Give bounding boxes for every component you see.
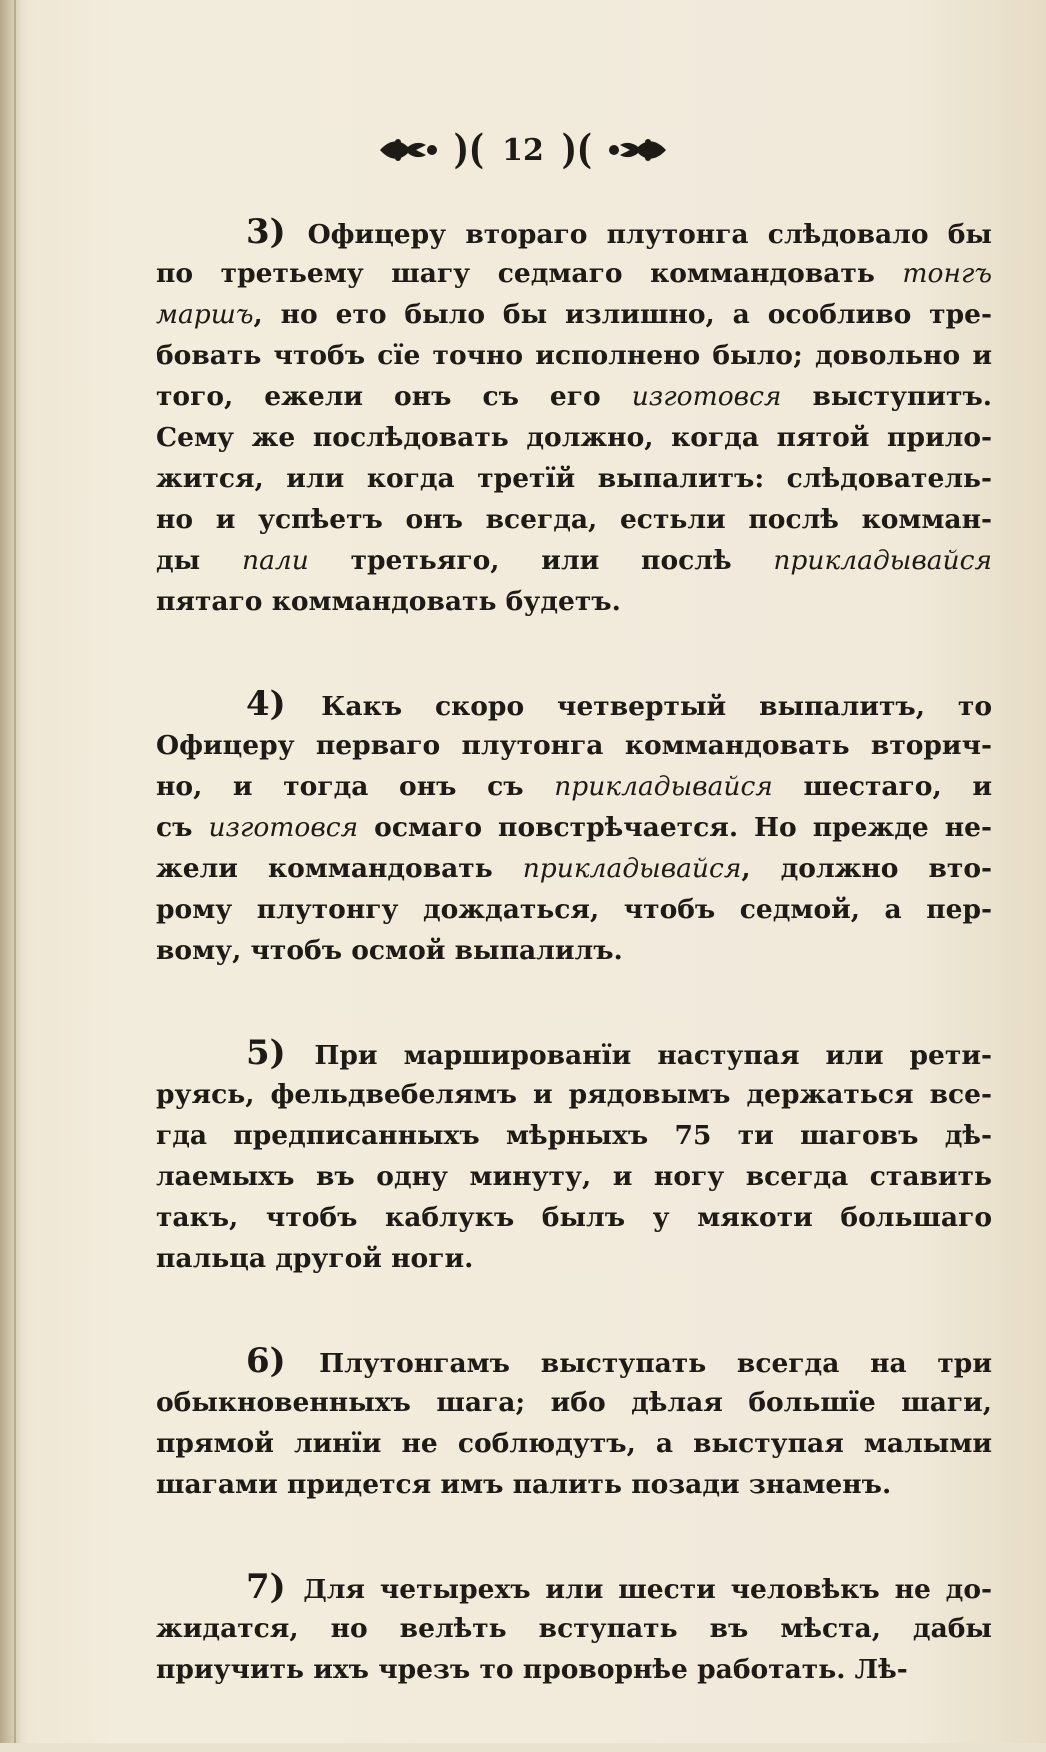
text-line <box>156 581 992 622</box>
body-text <box>156 212 992 1752</box>
text-line <box>156 1238 992 1279</box>
text-run: обыкновенныхъ шага; ибо дѣлая большїе шаги, <box>156 1387 992 1418</box>
text-line <box>156 889 992 930</box>
text-run: рому плутонгу дождаться, чтобъ седмой, а пер- <box>156 894 992 925</box>
paragraph-3 <box>156 212 992 622</box>
text-run: жится, или когда третїй выпалитъ: слѣдователь- <box>156 463 992 494</box>
text-line <box>156 766 992 807</box>
text-run: по третьему шагу седмаго коммандовать <box>156 258 903 289</box>
italic-term: изготовся <box>631 381 782 412</box>
text-line <box>156 1033 992 1074</box>
paragraph-7 <box>156 1567 992 1690</box>
text-run: жидатся, но велѣть вступать въ мѣста, дабы <box>156 1613 992 1644</box>
text-run: , должно вто- <box>741 853 992 884</box>
text-line <box>156 294 992 335</box>
text-line <box>156 458 992 499</box>
text-run: съ <box>156 812 209 843</box>
text-line <box>156 1197 992 1238</box>
paragraph-number: 6) <box>246 1341 320 1381</box>
text-line <box>156 212 992 253</box>
text-line <box>156 848 992 889</box>
text-run: того, ежели онъ съ его <box>156 381 632 412</box>
text-run: пальца другой ноги. <box>156 1243 474 1274</box>
text-line <box>156 1074 992 1115</box>
left-bracket-ornament: )( <box>454 126 485 173</box>
text-run: ды <box>156 545 242 576</box>
paragraph-number: 7) <box>246 1567 304 1607</box>
paragraph-number: 5) <box>246 1033 315 1073</box>
text-line <box>156 1115 992 1156</box>
text-run: жели коммандовать <box>156 853 523 884</box>
page-header <box>0 120 1046 180</box>
text-run: Сему же послѣдовать должно, когда пятой прило- <box>156 422 992 453</box>
text-run: выступитъ. <box>781 381 992 412</box>
text-run: лаемыхъ въ одну минуту, и ногу всегда ставить <box>156 1161 992 1192</box>
text-line <box>156 376 992 417</box>
text-line <box>156 930 992 971</box>
gutter-shadow-line <box>14 0 16 1743</box>
text-line <box>156 1156 992 1197</box>
left-fleuron-icon <box>378 133 440 167</box>
italic-term: прикладывайся <box>773 545 992 576</box>
italic-term: прикладывайся <box>522 853 742 884</box>
text-line <box>156 1464 992 1505</box>
text-line <box>156 1649 992 1690</box>
italic-term: маршъ <box>156 299 254 330</box>
text-run: Для четырехъ или шести человѣкъ не до- <box>303 1574 992 1605</box>
text-line <box>156 684 992 725</box>
text-run: Какъ скоро четвертый выпалитъ, то <box>321 691 992 722</box>
paragraph-5 <box>156 1033 992 1279</box>
text-run: Офицеру перваго плутонга коммандовать вторич- <box>156 730 992 761</box>
right-bracket-ornament: )( <box>561 126 592 173</box>
text-run: прямой линїи не соблюдутъ, а выступая малыми <box>156 1428 992 1459</box>
text-run: но и успѣетъ онъ всегда, естьли послѣ комман- <box>156 504 992 535</box>
page-number: 12 <box>502 132 544 168</box>
italic-term: пали <box>242 545 309 576</box>
text-line <box>156 1567 992 1608</box>
text-run: третьяго, или послѣ <box>308 545 774 576</box>
text-run: пятаго коммандовать будетъ. <box>156 586 621 617</box>
text-line <box>156 335 992 376</box>
text-run: приучить ихъ чрезъ то проворнѣе работать. Лѣ- <box>156 1654 908 1685</box>
text-line <box>156 1608 992 1649</box>
right-fleuron-icon <box>606 133 668 167</box>
text-run: бовать чтобъ сїе точно исполнено было; довольно и <box>156 340 992 371</box>
italic-term: тонгъ <box>902 258 992 289</box>
text-run: Офицеру втораго плутонга слѣдовало бы <box>307 219 992 250</box>
paragraph-6 <box>156 1341 992 1505</box>
text-run: руясь, фельдвебелямъ и рядовымъ держаться все- <box>156 1079 992 1110</box>
text-run: , но ето было бы излишно, а особливо тре- <box>253 299 992 330</box>
text-line <box>156 253 992 294</box>
text-run: гда предписанныхъ мѣрныхъ 75 ти шаговъ дѣ- <box>156 1120 992 1151</box>
text-line <box>156 417 992 458</box>
text-line <box>156 1423 992 1464</box>
text-line <box>156 1382 992 1423</box>
text-line <box>156 499 992 540</box>
italic-term: изготовся <box>208 812 359 843</box>
text-line <box>156 725 992 766</box>
text-run: вому, чтобъ осмой выпалилъ. <box>156 935 623 966</box>
text-line <box>156 807 992 848</box>
text-line <box>156 540 992 581</box>
text-line <box>156 1341 992 1382</box>
text-run: но, и тогда онъ съ <box>156 771 555 802</box>
page-gutter <box>0 0 22 1743</box>
paragraph-number: 4) <box>246 684 322 724</box>
text-run: При маршированїи наступая или рети- <box>314 1040 992 1071</box>
paragraph-4 <box>156 684 992 971</box>
text-run: Плутонгамъ выступать всегда на три <box>319 1348 992 1379</box>
italic-term: прикладывайся <box>554 771 773 802</box>
text-run: такъ, чтобъ каблукъ былъ у мякоти большаго <box>156 1202 992 1233</box>
paragraph-number: 3) <box>246 212 308 252</box>
text-run: осмаго повстрѣчается. Но прежде не- <box>358 812 992 843</box>
text-run: шестаго, и <box>772 771 992 802</box>
text-run: шагами придется имъ палить позади знаменъ. <box>156 1469 892 1500</box>
